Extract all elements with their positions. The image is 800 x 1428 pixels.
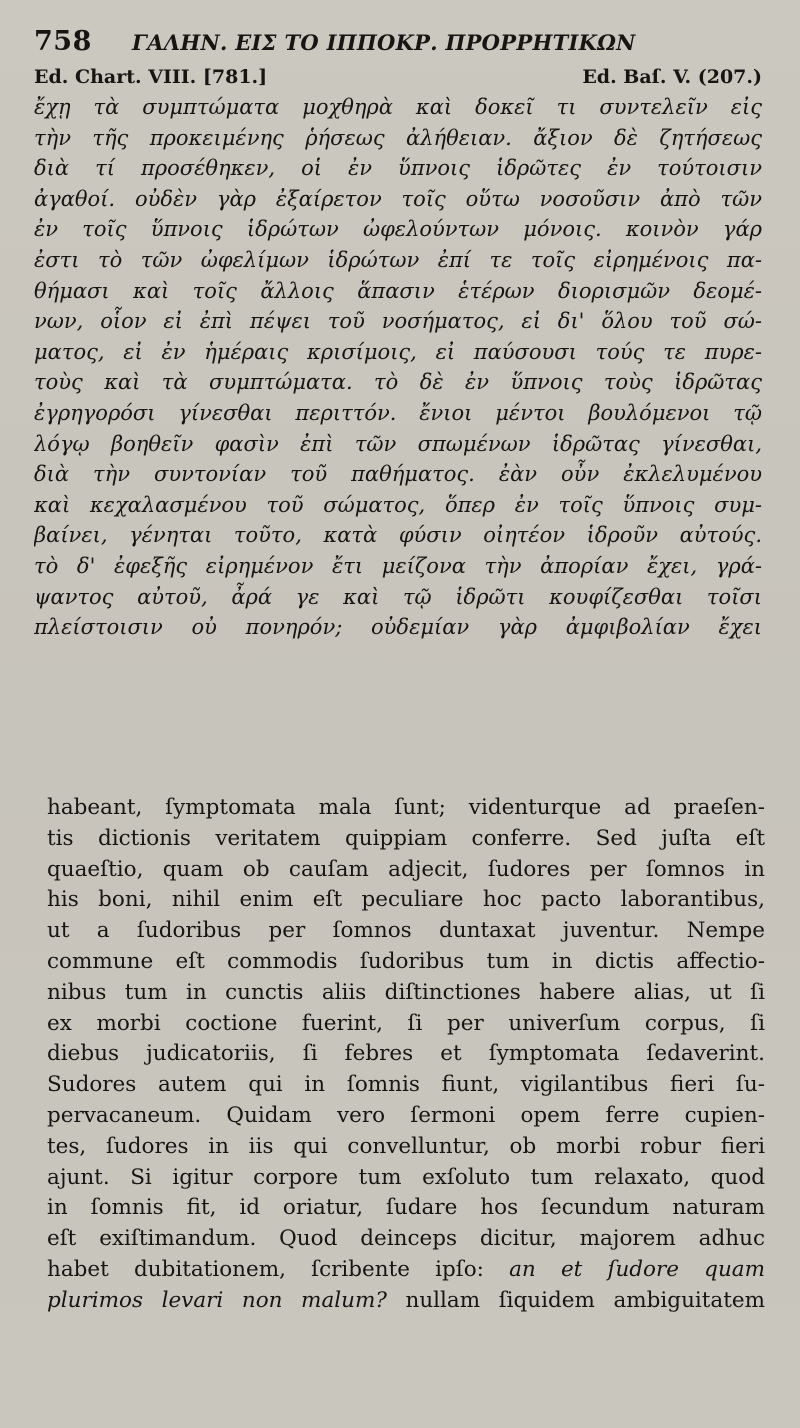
greek-line: ματος, εἰ ἐν ἡμέραις κρισίμοις, εἰ παύσουσι τούς τε πυρε- [34, 339, 762, 364]
page-number: 758 [34, 26, 92, 57]
latin-quote-italic: an et ſudore quam [509, 1256, 765, 1282]
latin-line-with-quote [47, 1286, 765, 1317]
edition-right: Ed. Baſ. V. (207.) [582, 66, 762, 88]
greek-line: νων, οἷον εἰ ἐπὶ πέψει τοῦ νοσήματος, εἰ δι' ὅλου τοῦ σώ- [34, 309, 762, 334]
latin-line: in ſomnis fit, id oriatur, ſudare hos ſecundum naturam [47, 1195, 765, 1221]
latin-line: ut a ſudoribus per ſomnos duntaxat juventur. Nempe [47, 918, 765, 944]
greek-line: ἐστι τὸ τῶν ὠφελίμων ἱδρώτων ἐπί τε τοῖς εἰρημένοις πα- [34, 247, 762, 272]
greek-line: θήμασι καὶ τοῖς ἄλλοις ἅπασιν ἑτέρων διορισμῶν δεομέ- [34, 278, 762, 303]
greek-line: βαίνει, γένηται τοῦτο, κατὰ φύσιν οἰητέον ἱδροῦν αὐτούς. [34, 523, 762, 548]
greek-line: διὰ τί προσέθηκεν, οἱ ἐν ὕπνοις ἱδρῶτες ἐν τούτοισιν [34, 156, 762, 181]
edition-reference [34, 66, 762, 94]
greek-line: καὶ κεχαλασμένου τοῦ σώματος, ὅπερ ἐν τοῖς ὕπνοις συμ- [34, 492, 762, 517]
greek-line: ἐγρηγορόσι γίνεσθαι περιττόν. ἔνιοι μέντοι βουλόμενοι τῷ [34, 400, 762, 425]
latin-line: pervacaneum. Quidam vero ſermoni opem ferre cupien- [47, 1102, 765, 1128]
latin-text: nullam ſiquidem ambiguitatem [405, 1287, 765, 1313]
latin-line: ajunt. Si igitur corpore tum exſoluto tum relaxato, quod [47, 1164, 765, 1190]
latin-line: nibus tum in cunctis aliis diſtinctiones habere alias, ut ſi [47, 979, 765, 1005]
edition-left: Ed. Chart. VIII. [781.] [34, 66, 268, 88]
latin-line-with-quote [47, 1255, 765, 1286]
latin-line: Sudores autem qui in ſomnis fiunt, vigilantibus fieri ſu- [47, 1072, 765, 1098]
greek-line: ἐν τοῖς ὕπνοις ἱδρώτων ὠφελούντων μόνοις. κοινὸν γάρ [34, 217, 762, 242]
latin-line: diebus judicatoriis, ſi febres et ſymptomata ſedaverint. [47, 1041, 765, 1067]
greek-line: τοὺς καὶ τὰ συμπτώματα. τὸ δὲ ἐν ὕπνοις τοὺς ἱδρῶτας [34, 370, 762, 395]
greek-line: λόγῳ βοηθεῖν φασὶν ἐπὶ τῶν σπωμένων ἱδρῶτας γίνεσθαι, [34, 431, 762, 456]
latin-quote-italic: plurimos levari non malum? [47, 1287, 387, 1313]
latin-line: habeant, ſymptomata mala ſunt; videnturque ad praeſen- [47, 795, 765, 820]
latin-line: ex morbi coctione fuerint, ſi per univerſum corpus, ſi [47, 1010, 765, 1036]
latin-line: tes, ſudores in iis qui convelluntur, ob morbi robur fieri [47, 1133, 765, 1159]
greek-line: πλείστοισιν οὐ πονηρόν; οὐδεμίαν γὰρ ἀμφιβολίαν ἔχει [34, 615, 762, 640]
latin-text-block [47, 793, 765, 1317]
latin-line: commune eſt commodis ſudoribus tum in dictis affectio- [47, 948, 765, 974]
running-title: ΓΑΛΗΝ. ΕΙΣ ΤΟ ΙΠΠΟΚΡ. ΠΡΟΡΡΗΤΙΚΩΝ [132, 30, 636, 55]
page-header [34, 22, 774, 62]
latin-line: quaeſtio, quam ob cauſam adjecit, ſudores per ſomnos in [47, 856, 765, 882]
greek-line: τὴν τῆς προκειμένης ῥήσεως ἀλήθειαν. ἄξιον δὲ ζητήσεως [34, 125, 762, 150]
latin-line: eſt exiſtimandum. Quod deinceps dicitur, majorem adhuc [47, 1226, 765, 1252]
greek-line: διὰ τὴν συντονίαν τοῦ παθήματος. ἐὰν οὖν ἐκλελυμένου [34, 462, 762, 487]
greek-line: ἀγαθοί. οὐδὲν γὰρ ἐξαίρετον τοῖς οὕτω νοσοῦσιν ἀπὸ τῶν [34, 186, 762, 211]
greek-text-block [34, 92, 762, 643]
greek-line: ψαντος αὐτοῦ, ἆρά γε καὶ τῷ ἱδρῶτι κουφίζεσθαι τοῖσι [34, 584, 762, 609]
latin-line: his boni, nihil enim eſt peculiare hoc pacto laborantibus, [47, 887, 765, 913]
greek-line: ἔχῃ τὰ συμπτώματα μοχθηρὰ καὶ δοκεῖ τι συντελεῖν εἰς [34, 95, 762, 119]
latin-text: habet dubitationem, ſcribente ipſo: [47, 1256, 484, 1282]
greek-line: τὸ δ' ἐφεξῆς εἰρημένον ἔτι μείζονα τὴν ἀπορίαν ἔχει, γρά- [34, 553, 762, 578]
latin-line: tis dictionis veritatem quippiam conferre. Sed juſta eſt [47, 825, 765, 851]
